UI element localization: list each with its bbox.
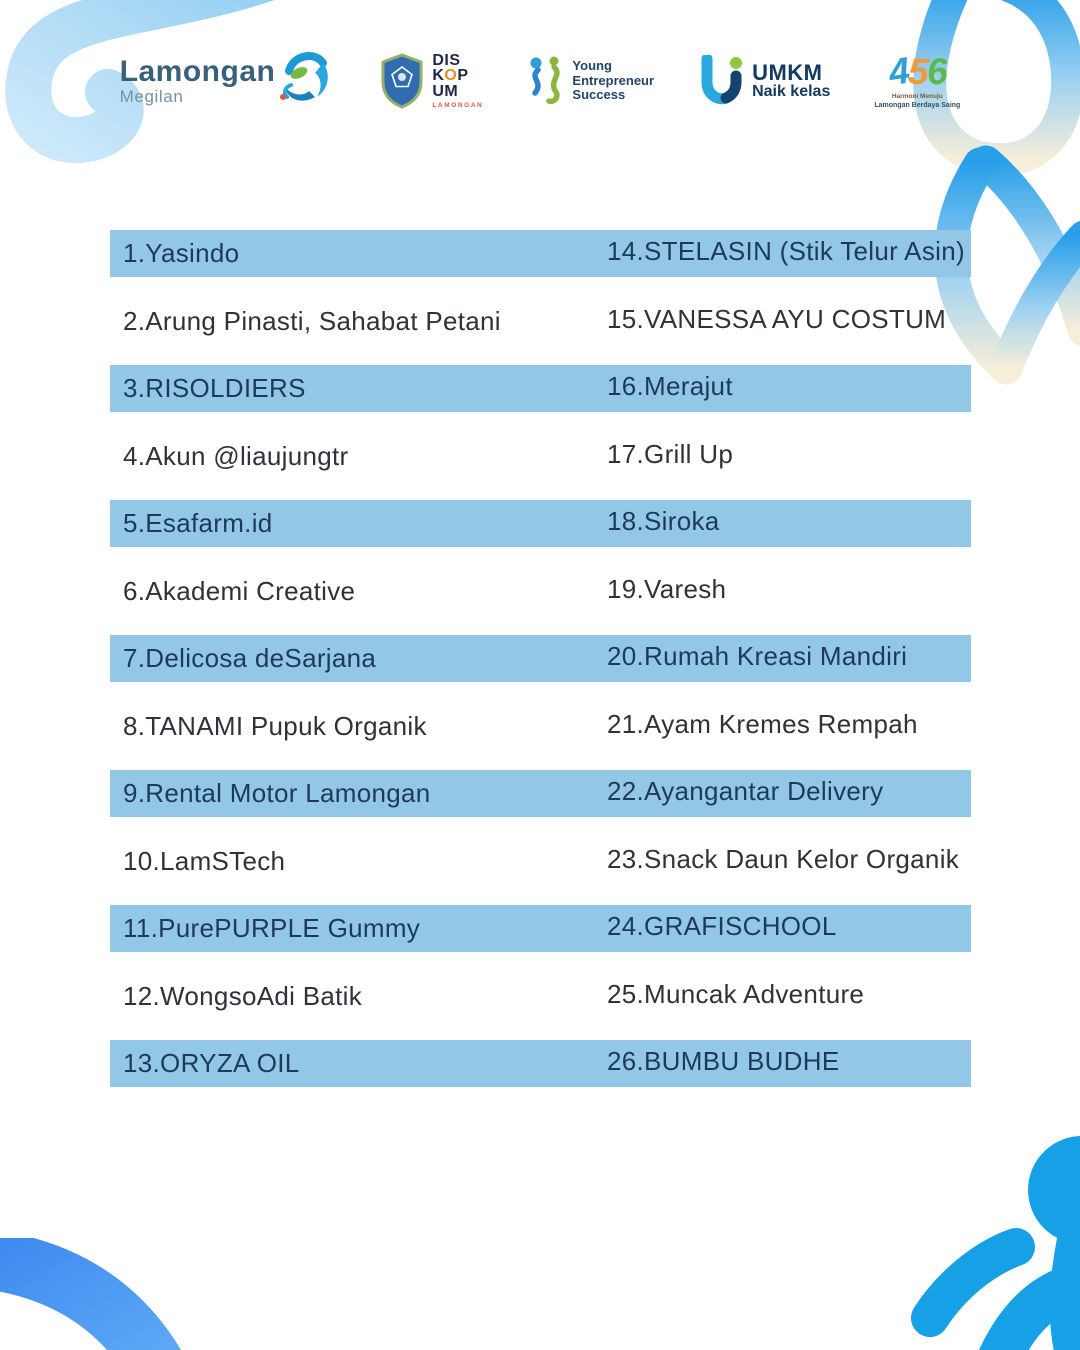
logo-diskopum	[379, 53, 483, 109]
diskopum-line2: KOP	[432, 67, 469, 85]
diskopum-shield-icon	[379, 53, 425, 109]
yes-line2: Entrepreneur	[572, 72, 655, 88]
list-item-right: 20.Rumah Kreasi Mandiri	[607, 641, 908, 671]
list-item-left: 11.PurePURPLE Gummy	[123, 913, 421, 943]
logo-young-entrepreneur-success	[527, 54, 654, 108]
logo-lamongan-anniversary	[874, 50, 961, 109]
list-item-right: 24.GRAFISCHOOL	[607, 911, 837, 941]
list-item-right: 21.Ayam Kremes Rempah	[607, 708, 918, 739]
list-item-right: 19.Varesh	[607, 573, 727, 604]
list-item-right: 14.STELASIN (Stik Telur Asin)	[607, 236, 965, 266]
list-item-left: 13.ORYZA OIL	[123, 1048, 300, 1078]
list-row	[110, 635, 971, 682]
diskopum-caption: LAMONGAN	[432, 101, 484, 109]
list-item-right: 18.Siroka	[607, 506, 720, 536]
umkm-u-icon	[698, 55, 744, 107]
yes-line1: Young	[572, 57, 612, 73]
list-row	[110, 1040, 971, 1087]
list-row	[110, 568, 971, 615]
anniversary-digit-1: 4	[886, 50, 911, 94]
diskopum-line3: UM	[432, 83, 459, 101]
list-item-left: 8.TANAMI Pupuk Organik	[123, 710, 427, 741]
list-row	[110, 838, 971, 885]
anniversary-digit-2: 5	[906, 50, 928, 93]
list-item-left: 4.Akun @liaujungtr	[123, 440, 349, 471]
list-item-left: 1.Yasindo	[123, 238, 240, 268]
list-item-right: 25.Muncak Adventure	[607, 978, 865, 1009]
lamongan-subtitle: Megilan	[119, 87, 184, 106]
list-item-left: 7.Delicosa deSarjana	[123, 643, 377, 673]
list-item-right: 16.Merajut	[607, 371, 733, 401]
list-item-right: 26.BUMBU BUDHE	[607, 1046, 840, 1076]
list-row	[110, 905, 971, 952]
bottom-left-arc-decoration	[0, 1238, 185, 1350]
list-row	[110, 770, 971, 817]
list-row	[110, 433, 971, 480]
yes-wordmark	[572, 59, 654, 104]
lamongan-wordmark	[120, 57, 276, 105]
yes-figures-icon	[527, 54, 567, 108]
diskopum-line1: DIS	[432, 51, 461, 69]
list-item-left: 5.Esafarm.id	[123, 508, 273, 538]
logo-umkm-naik-kelas	[698, 55, 830, 107]
anniversary-digit-3: 6	[925, 50, 947, 93]
list-row	[110, 298, 971, 345]
list-item-left: 6.Akademi Creative	[123, 575, 356, 606]
list-item-left: 2.Arung Pinasti, Sahabat Petani	[123, 305, 501, 336]
list-row	[110, 365, 971, 412]
list-row	[110, 230, 971, 277]
list-item-left: 9.Rental Motor Lamongan	[123, 778, 431, 808]
list-item-right: 15.VANESSA AYU COSTUM	[607, 303, 947, 334]
anniversary-number	[886, 50, 947, 94]
bottom-right-swirl-decoration	[850, 1135, 1080, 1350]
list-item-right: 23.Snack Daun Kelor Organik	[607, 843, 960, 874]
list-row	[110, 973, 971, 1020]
lamongan-wave-dolphin-icon	[271, 45, 335, 109]
umkm-wordmark	[752, 61, 830, 101]
list-row	[110, 703, 971, 750]
list-row	[110, 500, 971, 547]
list-item-left: 10.LamSTech	[123, 845, 286, 876]
list-item-left: 12.WongsoAdi Batik	[123, 980, 363, 1011]
anniversary-caption-2: Lamongan Berdaya Saing	[874, 101, 961, 109]
anniversary-caption-1: Harmoni Menuju	[891, 93, 943, 101]
list-item-right: 22.Ayangantar Delivery	[607, 776, 884, 806]
logo-lamongan-megilan	[120, 53, 336, 109]
umkm-title: UMKM	[752, 60, 823, 86]
logo-bar	[0, 36, 1080, 126]
diskopum-wordmark	[432, 53, 483, 109]
list-item-right: 17.Grill Up	[607, 438, 734, 469]
umkm-subtitle: Naik kelas	[752, 83, 831, 101]
yes-line3: Success	[572, 87, 626, 103]
lamongan-title: Lamongan	[119, 55, 276, 88]
list-item-left: 3.RISOLDIERS	[123, 373, 306, 403]
umkm-list	[110, 230, 971, 1108]
